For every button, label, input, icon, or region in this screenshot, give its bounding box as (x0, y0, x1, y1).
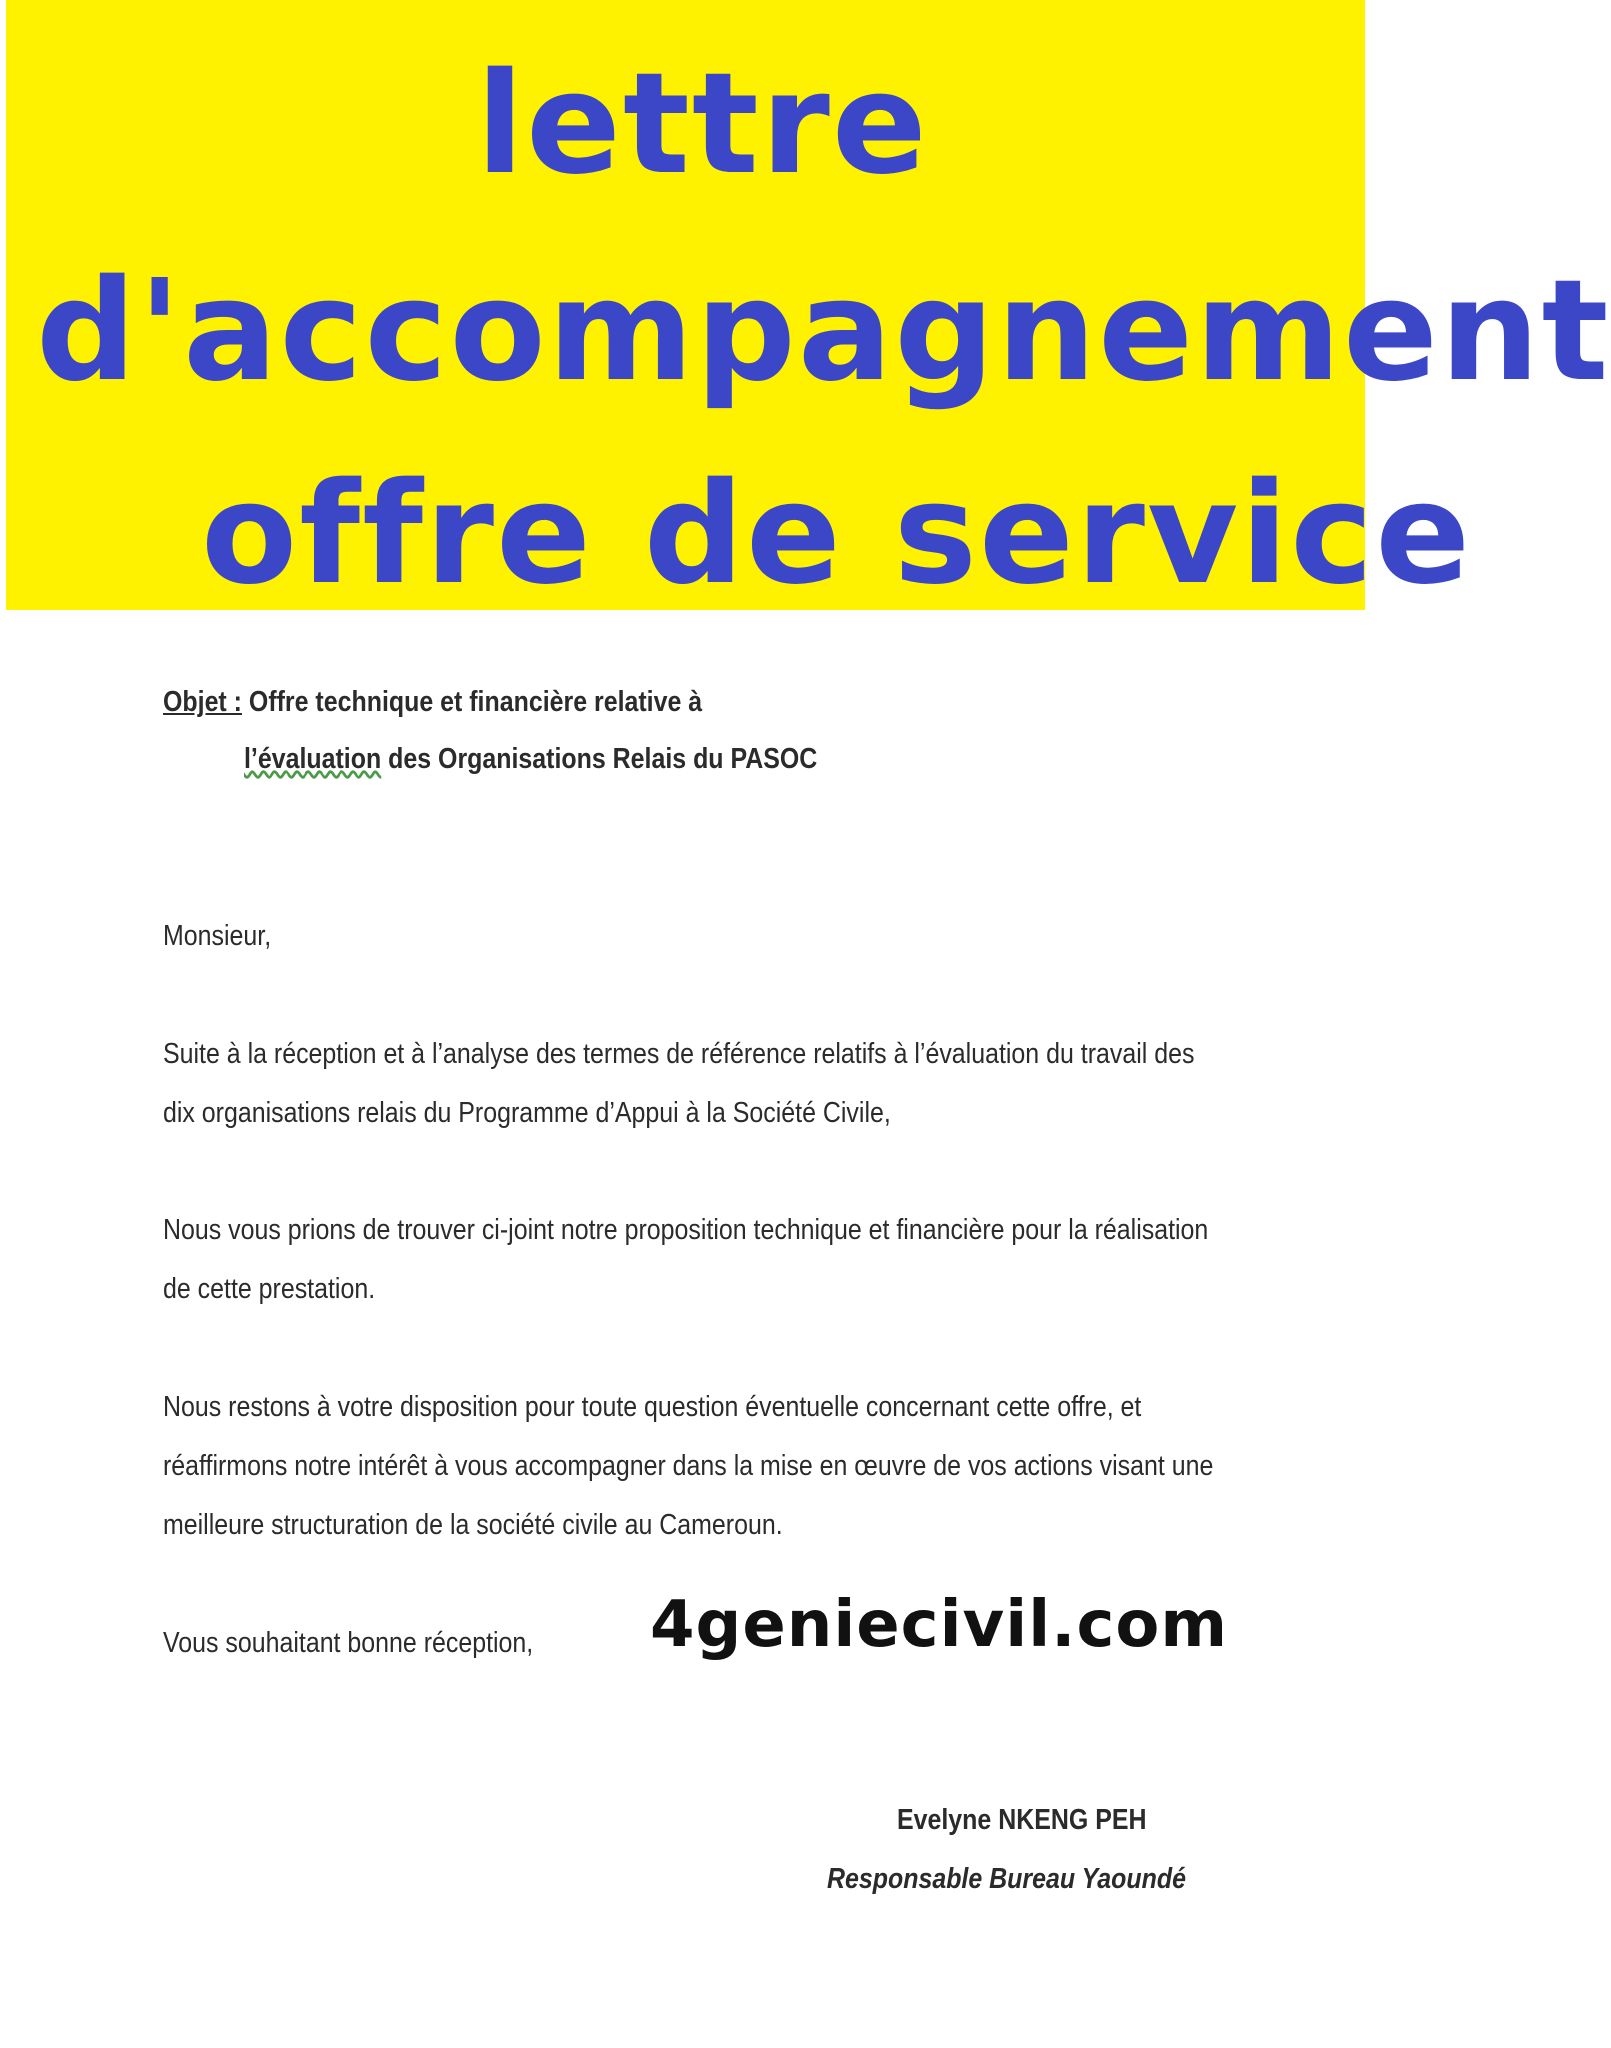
objet-underlined-word: l’évaluation (244, 743, 382, 775)
salutation: Monsieur, (163, 920, 272, 952)
banner-title-line-2: d'accompagnement (36, 250, 1611, 413)
objet-line-2 (244, 745, 817, 774)
objet-label: Objet : (163, 686, 242, 718)
banner-title-line-3: offre de service (201, 453, 1473, 616)
paragraph-3-line-3: meilleure structuration de la société civile au Cameroun. (163, 1509, 783, 1541)
banner-title-line-1: lettre (476, 43, 929, 206)
paragraph-3-line-1: Nous restons à votre disposition pour toute question éventuelle concernant cette offre, et (163, 1391, 1142, 1423)
paragraph-1-line-2: dix organisations relais du Programme d’Appui à la Société Civile, (163, 1097, 891, 1129)
objet-line-1 (163, 688, 702, 717)
paragraph-2-line-1: Nous vous prions de trouver ci-joint notre proposition technique et financière pour la réalisation (163, 1214, 1209, 1246)
paragraph-2-line-2: de cette prestation. (163, 1273, 376, 1305)
signature-name: Evelyne NKENG PEH (897, 1804, 1147, 1836)
objet-text: Offre technique et financière relative à (241, 686, 703, 718)
site-watermark: 4geniecivil.com (650, 1588, 1229, 1662)
paragraph-1-line-1: Suite à la réception et à l’analyse des termes de référence relatifs à l’évaluation du travail des (163, 1038, 1195, 1070)
closing-line: Vous souhaitant bonne réception, (163, 1627, 534, 1659)
paragraph-3-line-2: réaffirmons notre intérêt à vous accompagner dans la mise en œuvre de vos actions visant une (163, 1450, 1214, 1482)
signature-role: Responsable Bureau Yaoundé (827, 1863, 1186, 1895)
objet-line-2-rest: des Organisations Relais du PASOC (381, 743, 818, 775)
